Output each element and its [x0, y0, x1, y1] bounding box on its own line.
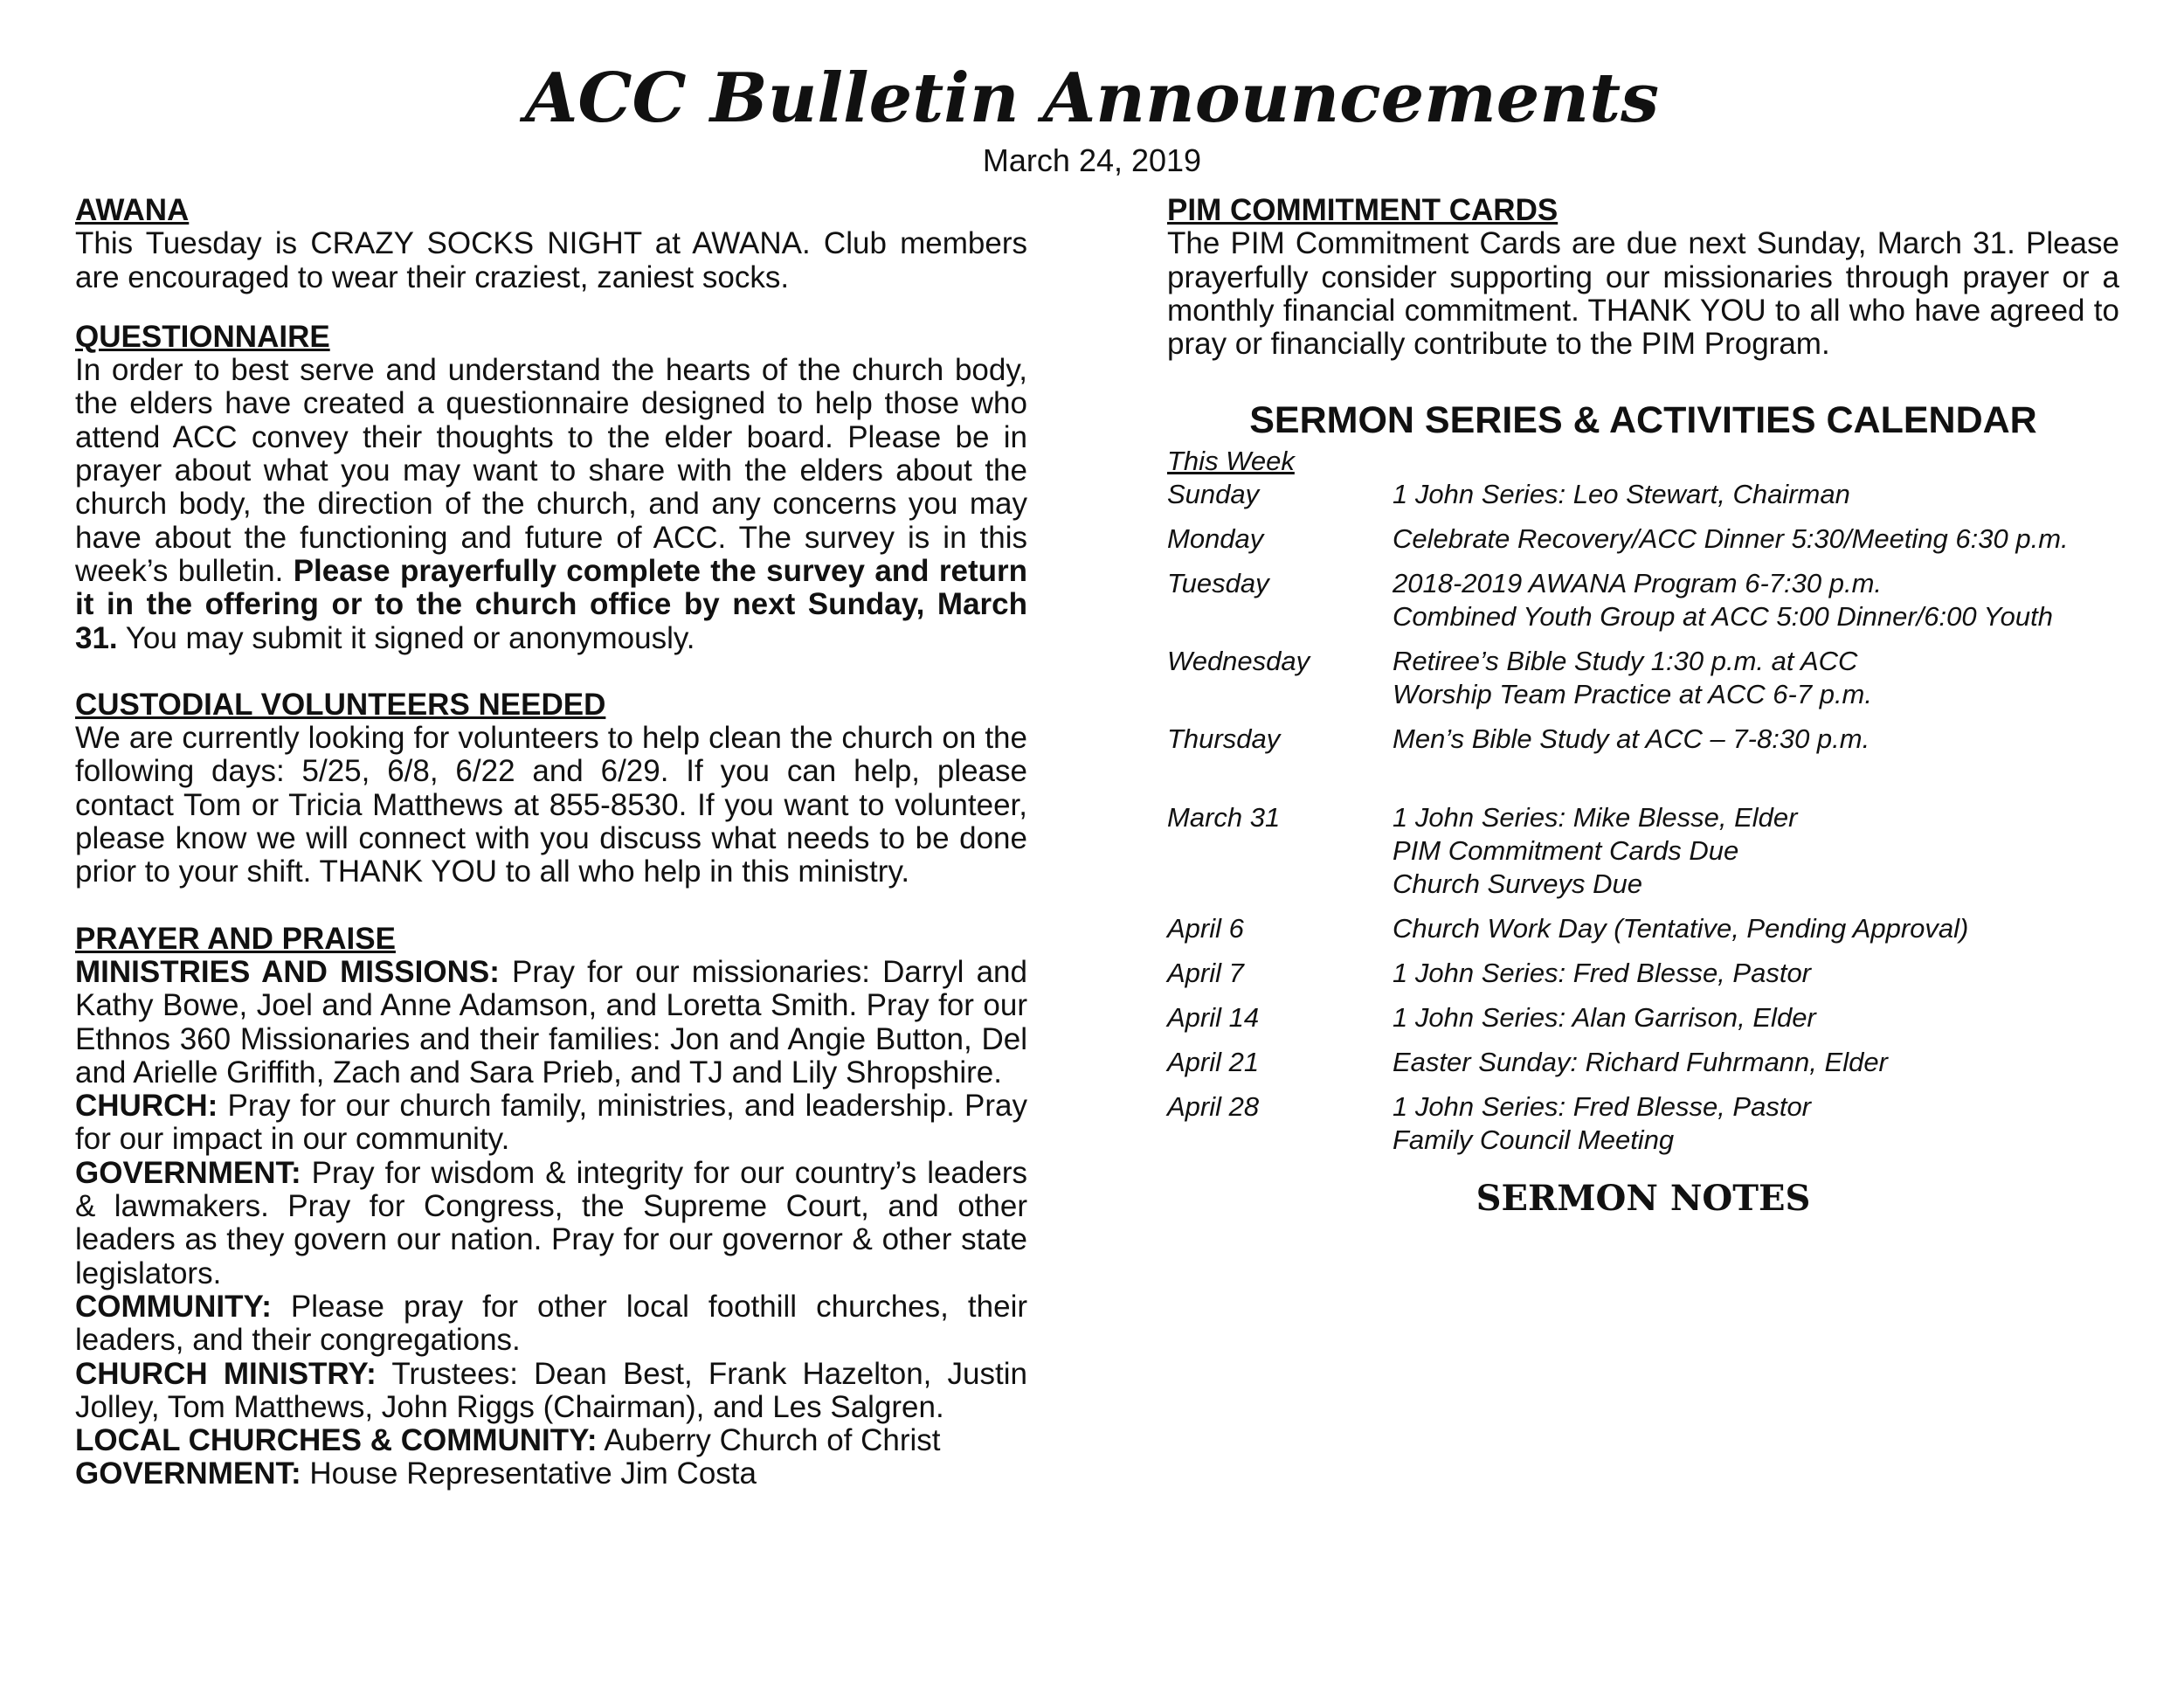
calendar-day: Thursday: [1167, 723, 1281, 755]
prayer-item-text: Trustees: Dean Best, Frank Hazelton, Justin Jolley, Tom Matthews, John Riggs (Chairman), and Les Salgren.: [75, 1356, 1027, 1424]
prayer-item-label: GOVERNMENT:: [75, 1456, 301, 1491]
prayer-item-label: CHURCH:: [75, 1089, 218, 1124]
calendar-event-line: Celebrate Recovery/ACC Dinner 5:30/Meeting 6:30 p.m.: [1393, 523, 2069, 555]
prayer-item-text: Pray for our church family, ministries, and leadership. Pray for our impact in our community.: [75, 1089, 1027, 1157]
calendar-section: [1167, 396, 2119, 1157]
calendar-this-week: This Week: [1167, 446, 1295, 477]
calendar-day: April 28: [1167, 1091, 1260, 1123]
prayer-item-label: CHURCH MINISTRY:: [75, 1356, 377, 1391]
prayer-item: [75, 1090, 1027, 1157]
prayer-item-label: MINISTRIES AND MISSIONS:: [75, 954, 500, 989]
calendar-day: April 7: [1167, 958, 1244, 989]
calendar-row: [1167, 645, 2119, 711]
questionnaire-text-bold: Please prayerfully complete the survey and return it in the offering or to the church office by next Sunday, March 31.: [75, 553, 1028, 655]
calendar-day: April 14: [1167, 1002, 1260, 1034]
calendar-event: [1393, 645, 2119, 711]
prayer-section: [75, 923, 1027, 1491]
calendar-row: [1167, 912, 2119, 945]
calendar-event: [1393, 912, 2119, 945]
calendar-row: [1167, 957, 2119, 990]
custodial-section: [75, 688, 1027, 889]
calendar-event-line: Church Surveys Due: [1393, 868, 1643, 900]
awana-section: [75, 194, 1027, 294]
calendar-event-line: PIM Commitment Cards Due: [1393, 835, 1739, 867]
calendar-event: [1393, 957, 2119, 990]
calendar-event: [1393, 522, 2119, 556]
calendar-day: Tuesday: [1167, 568, 1269, 599]
awana-text: This Tuesday is CRAZY SOCKS NIGHT at AWANA. Club members are encouraged to wear their craziest, zaniest socks.: [75, 226, 1027, 294]
awana-heading: AWANA: [75, 193, 190, 227]
calendar-day: Wednesday: [1167, 646, 1310, 677]
calendar-row: [1167, 1046, 2119, 1079]
calendar-event-line: Retiree’s Bible Study 1:30 p.m. at ACC: [1393, 646, 1858, 677]
custodial-text: We are currently looking for volunteers to help clean the church on the following days: 5/25, 6/8, 6/22 and 6/29. If you can help, please contact Tom or Tricia Matthews at 855-8530. If you want to volunteer, please know we will connect with you discuss what needs to be done prior to your shift. THANK YOU to all who help in this ministry.: [75, 721, 1027, 889]
calendar-event-line: Church Work Day (Tentative, Pending Approval): [1393, 913, 1969, 944]
prayer-item: [75, 1157, 1027, 1290]
questionnaire-text-intro: In order to best serve and understand the hearts of the church body, the elders have created a questionnaire designed to help those who attend ACC convey their thoughts to the elder board. Please be in prayer about what you may want to share with the elders about the church body, the direction of the church, and any concerns you may have about the functioning and future of ACC. The survey is in this week’s bulletin.: [75, 353, 1027, 588]
calendar-event-line: 1 John Series: Mike Blesse, Elder: [1393, 802, 1798, 834]
calendar-day: April 21: [1167, 1047, 1260, 1078]
calendar-day: March 31: [1167, 802, 1281, 834]
prayer-item: [75, 1457, 1027, 1491]
calendar-event: [1393, 1090, 2119, 1157]
page-title: ACC Bulletin Announcements: [524, 59, 1660, 138]
calendar-row: [1167, 478, 2119, 511]
calendar-row: [1167, 1090, 2119, 1157]
calendar-event: [1393, 567, 2119, 633]
calendar-day: Sunday: [1167, 479, 1260, 510]
calendar-title: SERMON SERIES & ACTIVITIES CALENDAR: [1249, 399, 2037, 442]
calendar-row: [1167, 801, 2119, 901]
calendar-event-line: 1 John Series: Fred Blesse, Pastor: [1393, 1091, 1812, 1123]
prayer-item-text: House Representative Jim Costa: [301, 1456, 757, 1491]
prayer-item-text: Auberry Church of Christ: [597, 1423, 941, 1458]
questionnaire-section: [75, 321, 1027, 655]
prayer-item: [75, 1358, 1027, 1425]
questionnaire-heading: QUESTIONNAIRE: [75, 319, 330, 354]
left-column: [75, 194, 1027, 1491]
prayer-item-text: Pray for wisdom & integrity for our country’s leaders & lawmakers. Pray for Congress, the Supreme Court, and other leaders as they govern our nation. Pray for our governor & other state legislators.: [75, 1155, 1027, 1290]
pim-heading: PIM COMMITMENT CARDS: [1167, 193, 1559, 227]
calendar-event: [1393, 478, 2119, 511]
calendar-event: [1393, 1046, 2119, 1079]
calendar-event-line: Easter Sunday: Richard Fuhrmann, Elder: [1393, 1047, 1888, 1078]
calendar-event: [1393, 1001, 2119, 1034]
prayer-item-label: LOCAL CHURCHES & COMMUNITY:: [75, 1423, 598, 1458]
calendar-event-line: 1 John Series: Fred Blesse, Pastor: [1393, 958, 1812, 989]
prayer-item-text: Pray for our missionaries: Darryl and Kathy Bowe, Joel and Anne Adamson, and Loretta Smith. Pray for our Ethnos 360 Missionaries and their families: Jon and Angie Button, Del and Arielle Griffith, Zach and Sara Prieb, and TJ and Lily Shropshire.: [75, 954, 1027, 1090]
prayer-heading: PRAYER AND PRAISE: [75, 921, 396, 956]
calendar-event-line: Family Council Meeting: [1393, 1124, 1675, 1156]
prayer-item: [75, 1290, 1027, 1358]
bulletin-date: March 24, 2019: [982, 142, 1202, 178]
prayer-item: [75, 1424, 1027, 1457]
calendar-event-line: Combined Youth Group at ACC 5:00 Dinner/6:00 Youth: [1393, 601, 2053, 633]
calendar-row: [1167, 1001, 2119, 1034]
prayer-item: [75, 956, 1027, 1090]
calendar-row: [1167, 723, 2119, 756]
right-column: [1167, 194, 2119, 1221]
pim-text: The PIM Commitment Cards are due next Sunday, March 31. Please prayerfully consider supporting our missionaries through prayer or a monthly financial commitment. THANK YOU to all who have agreed to pray or financially contribute to the PIM Program.: [1167, 226, 2119, 362]
questionnaire-text: [75, 354, 1027, 655]
calendar-row: [1167, 567, 2119, 633]
custodial-heading: CUSTODIAL VOLUNTEERS NEEDED: [75, 687, 606, 722]
sermon-notes-title: SERMON NOTES: [1476, 1178, 1811, 1220]
calendar-event-line: 1 John Series: Leo Stewart, Chairman: [1393, 479, 1850, 510]
calendar-row: [1167, 522, 2119, 556]
calendar-event-line: 1 John Series: Alan Garrison, Elder: [1393, 1002, 1816, 1034]
questionnaire-text-end: You may submit it signed or anonymously.: [117, 620, 695, 655]
calendar-event-line: 2018-2019 AWANA Program 6-7:30 p.m.: [1393, 568, 1883, 599]
calendar-day: Monday: [1167, 523, 1264, 555]
prayer-item-label: COMMUNITY:: [75, 1289, 272, 1324]
pim-section: [1167, 194, 2119, 361]
prayer-item-text: Please pray for other local foothill churches, their leaders, and their congregations.: [75, 1289, 1027, 1358]
calendar-event: [1393, 801, 2119, 901]
calendar-event-line: Men’s Bible Study at ACC – 7-8:30 p.m.: [1393, 723, 1870, 755]
calendar-event-line: Worship Team Practice at ACC 6-7 p.m.: [1393, 679, 1872, 710]
prayer-item-label: GOVERNMENT:: [75, 1155, 301, 1190]
calendar-day: April 6: [1167, 913, 1244, 944]
calendar-event: [1393, 723, 2119, 756]
